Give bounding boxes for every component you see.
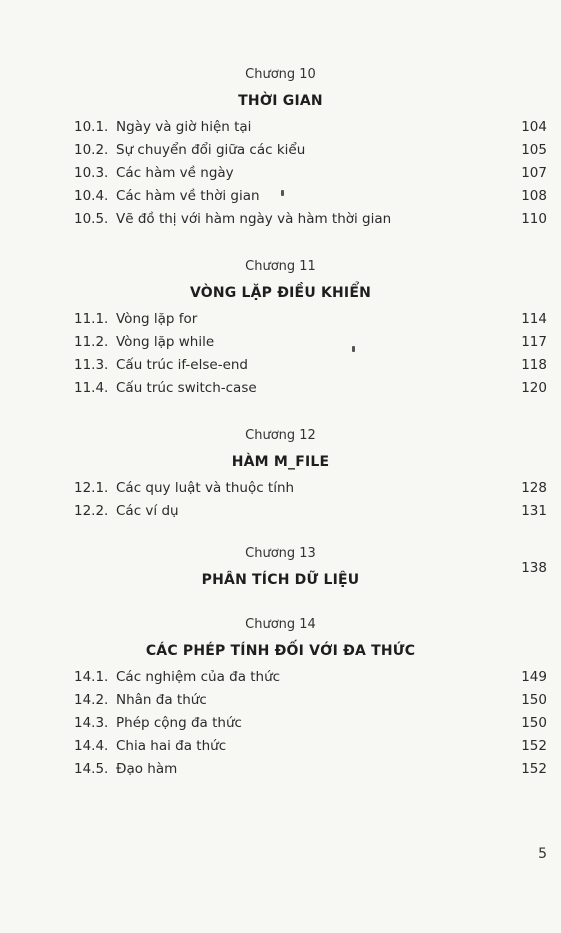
entry-page: 152 — [521, 738, 547, 754]
entry-number: 14.2. — [74, 692, 109, 708]
toc-entry[interactable] — [0, 139, 561, 162]
chapter-14 — [0, 616, 561, 781]
entry-page: 120 — [521, 380, 547, 396]
entry-title: Chia hai đa thức — [116, 738, 227, 754]
entry-title: Các nghiệm của đa thức — [116, 669, 281, 685]
entry-list — [0, 116, 561, 231]
toc-entry[interactable] — [0, 162, 561, 185]
entry-page: 107 — [521, 165, 547, 181]
chapter-label: Chương 14 — [245, 617, 316, 632]
print-mark — [352, 346, 355, 352]
chapter-label: Chương 10 — [245, 67, 316, 82]
entry-title: Vẽ đồ thị với hàm ngày và hàm thời gian — [116, 211, 392, 227]
entry-title: Đạo hàm — [116, 761, 178, 777]
entry-number: 10.1. — [74, 119, 109, 135]
entry-page: 104 — [521, 119, 547, 135]
entry-page: 105 — [521, 142, 547, 158]
entry-page: 152 — [521, 761, 547, 777]
entry-title: Vòng lặp while — [116, 334, 215, 350]
entry-number: 14.5. — [74, 761, 109, 777]
toc-entry[interactable] — [0, 477, 561, 500]
entry-page: 149 — [521, 669, 547, 685]
entry-number: 14.3. — [74, 715, 109, 731]
chapter-title: VÒNG LẶP ĐIỀU KHIỂN — [189, 285, 372, 301]
entry-number: 11.4. — [74, 380, 109, 396]
entry-title: Cấu trúc switch-case — [116, 380, 257, 396]
chapter-title: THỜI GIAN — [238, 93, 323, 109]
entry-page: 108 — [521, 188, 547, 204]
chapter-title: PHÂN TÍCH DỮ LIỆU — [201, 572, 360, 588]
entry-title: Các quy luật và thuộc tính — [116, 480, 295, 496]
print-mark — [281, 190, 284, 196]
entry-title: Các ví dụ — [116, 503, 179, 519]
entry-number: 10.5. — [74, 211, 109, 227]
chapter-title: HÀM M_FILE — [231, 454, 330, 470]
toc-entry[interactable] — [0, 185, 561, 208]
chapter-label: Chương 11 — [245, 259, 316, 274]
entry-page: 110 — [521, 211, 547, 227]
entry-number: 11.1. — [74, 311, 109, 327]
entry-title: Nhân đa thức — [116, 692, 207, 708]
entry-page: 114 — [521, 311, 547, 327]
toc-entry[interactable] — [0, 712, 561, 735]
toc-entry[interactable] — [0, 331, 561, 354]
chapter-page: 138 — [521, 560, 547, 576]
entry-title: Cấu trúc if-else-end — [116, 357, 248, 373]
entry-number: 14.4. — [74, 738, 109, 754]
page-number: 5 — [538, 846, 547, 862]
entry-title: Phép cộng đa thức — [116, 715, 242, 731]
chapter-11 — [0, 258, 561, 400]
entry-list — [0, 666, 561, 781]
toc-entry[interactable] — [0, 116, 561, 139]
toc-entry[interactable] — [0, 308, 561, 331]
entry-page: 150 — [521, 692, 547, 708]
entry-list — [0, 308, 561, 400]
chapter-13[interactable] — [0, 545, 561, 591]
entry-list — [0, 477, 561, 523]
entry-number: 14.1. — [74, 669, 109, 685]
entry-number: 12.2. — [74, 503, 109, 519]
entry-title: Các hàm về thời gian — [116, 188, 260, 204]
chapter-label: Chương 13 — [245, 546, 316, 561]
chapter-title: CÁC PHÉP TÍNH ĐỐI VỚI ĐA THỨC — [145, 643, 416, 659]
entry-number: 10.2. — [74, 142, 109, 158]
toc-entry[interactable] — [0, 354, 561, 377]
entry-number: 10.4. — [74, 188, 109, 204]
toc-entry[interactable] — [0, 666, 561, 689]
entry-title: Ngày và giờ hiện tại — [116, 119, 252, 135]
toc-entry[interactable] — [0, 208, 561, 231]
entry-number: 11.2. — [74, 334, 109, 350]
entry-title: Sự chuyển đổi giữa các kiểu — [116, 142, 306, 158]
entry-page: 128 — [521, 480, 547, 496]
entry-title: Các hàm về ngày — [116, 165, 234, 181]
toc-entry[interactable] — [0, 500, 561, 523]
chapter-12 — [0, 427, 561, 523]
entry-page: 118 — [521, 357, 547, 373]
entry-page: 117 — [521, 334, 547, 350]
toc-entry[interactable] — [0, 758, 561, 781]
toc-entry[interactable] — [0, 377, 561, 400]
toc-entry[interactable] — [0, 735, 561, 758]
chapter-label: Chương 12 — [245, 428, 316, 443]
entry-number: 10.3. — [74, 165, 109, 181]
toc-entry[interactable] — [0, 689, 561, 712]
entry-number: 12.1. — [74, 480, 109, 496]
chapter-10 — [0, 66, 561, 231]
entry-page: 150 — [521, 715, 547, 731]
entry-page: 131 — [521, 503, 547, 519]
entry-title: Vòng lặp for — [116, 311, 198, 327]
entry-number: 11.3. — [74, 357, 109, 373]
